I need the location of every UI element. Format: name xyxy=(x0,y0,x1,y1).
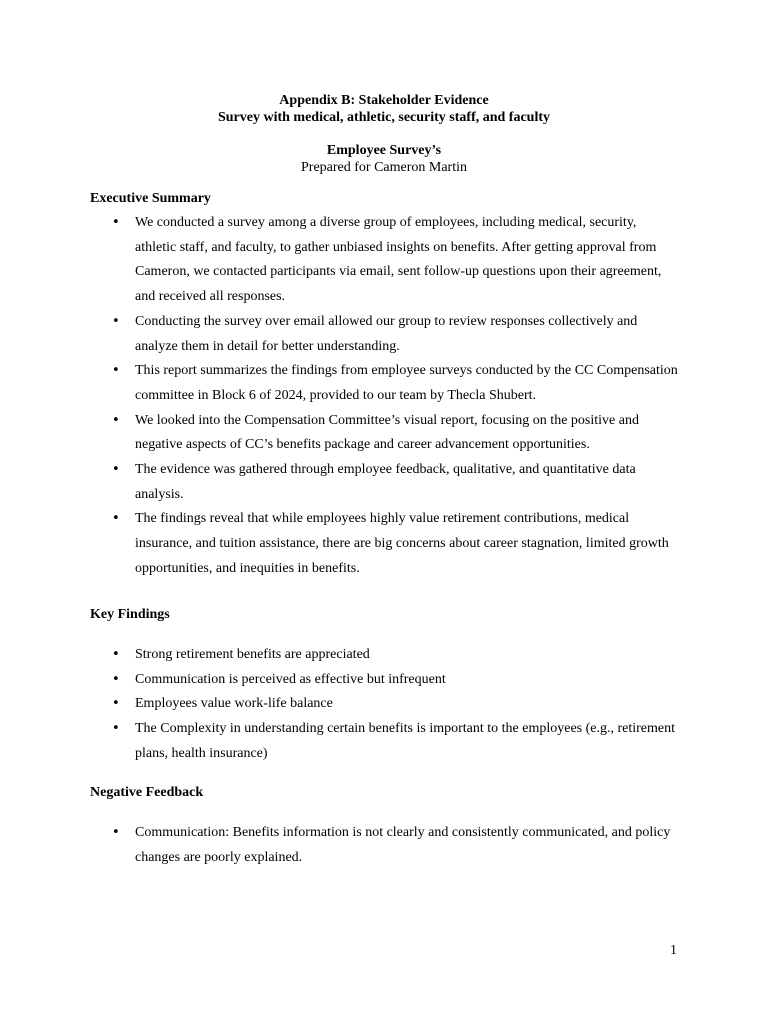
executive-summary-list xyxy=(90,211,680,582)
bullet-icon: • xyxy=(112,647,120,662)
appendix-title: Appendix B: Stakeholder Evidence xyxy=(279,93,489,108)
bullet-icon: • xyxy=(112,721,120,737)
bullet-icon: • xyxy=(112,671,120,687)
appendix-subtitle: Survey with medical, athletic, security staff, and faculty xyxy=(217,110,551,125)
bullet-icon: • xyxy=(112,313,120,329)
bullet-icon: • xyxy=(112,412,120,428)
list-item xyxy=(90,211,680,310)
list-item-text: The evidence was gathered through employee feedback, qualitative, and quantitative data analysis. xyxy=(135,462,636,502)
list-item xyxy=(90,717,680,766)
bullet-icon: • xyxy=(112,462,120,478)
list-item xyxy=(90,668,680,693)
list-item-text: We looked into the Compensation Committee’s visual report, focusing on the positive and negative aspects of CC’s benefits package and career advancement opportunities. xyxy=(135,412,639,453)
bullet-icon: • xyxy=(112,363,120,379)
page-number: 1 xyxy=(670,943,677,958)
list-item-text: Strong retirement benefits are appreciated xyxy=(135,647,370,662)
list-item xyxy=(90,310,680,359)
list-item xyxy=(90,507,680,581)
list-item xyxy=(90,458,680,507)
list-item-text: Employees value work-life balance xyxy=(135,696,333,712)
list-item-text: Conducting the survey over email allowed our group to review responses collectively and analyze them in detail for better understanding. xyxy=(135,313,638,354)
list-item xyxy=(90,821,680,870)
prepared-for: Prepared for Cameron Martin xyxy=(301,160,467,175)
list-item-text: This report summarizes the findings from employee surveys conducted by the CC Compensation committee in Block 6 of 2024, provided to our team by Thecla Shubert. xyxy=(135,363,678,403)
list-item-text: Communication: Benefits information is not clearly and consistently communicated, and policy changes are poorly explained. xyxy=(135,825,671,865)
bullet-icon: • xyxy=(112,825,120,840)
negative-feedback-list xyxy=(90,821,680,870)
survey-title: Employee Survey’s xyxy=(326,143,442,158)
list-item-text: The Complexity in understanding certain benefits is important to the employees (e.g., retirement plans, health insurance) xyxy=(135,721,676,761)
negative-feedback-heading: Negative Feedback xyxy=(90,785,204,800)
list-item xyxy=(90,409,680,458)
list-item-text: The findings reveal that while employees highly value retirement contributions, medical insurance, and tuition assistance, there are big concerns about career stagnation, limited growth opportunities, and inequities in benefits. xyxy=(135,511,669,576)
list-item-text: Communication is perceived as effective but infrequent xyxy=(135,671,446,687)
list-item xyxy=(90,692,680,717)
list-item-text: We conducted a survey among a diverse group of employees, including medical, security, athletic staff, and faculty, to gather unbiased insights on benefits. After getting approval from Cameron, we contacted participants via email, sent follow-up questions upon their agreement, and received all responses. xyxy=(135,215,662,305)
bullet-icon: • xyxy=(112,696,120,712)
list-item xyxy=(90,359,680,408)
key-findings-heading: Key Findings xyxy=(90,607,170,622)
bullet-icon: • xyxy=(112,215,120,230)
key-findings-list xyxy=(90,643,680,767)
executive-summary-heading: Executive Summary xyxy=(90,191,211,206)
bullet-icon: • xyxy=(112,511,120,527)
list-item xyxy=(90,643,680,668)
